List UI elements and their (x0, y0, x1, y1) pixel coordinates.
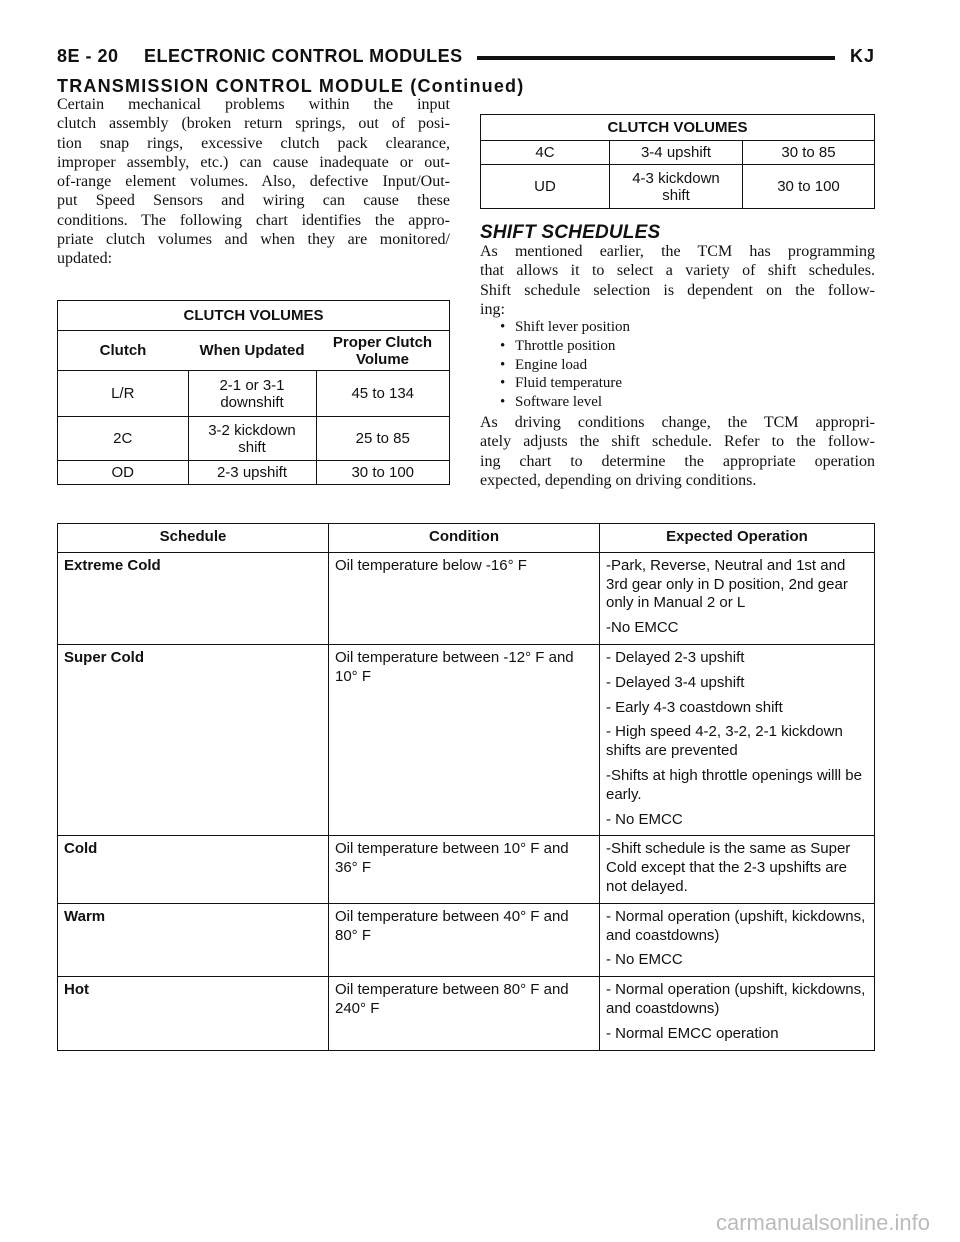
operation-line: - Normal operation (upshift, kickdowns, and coastdowns) (606, 907, 866, 944)
schedule-condition: Oil temperature between -12° F and 10° F (329, 644, 600, 835)
operation-line: - Early 4-3 coastdown shift (606, 698, 783, 716)
schedule-name: Super Cold (58, 644, 329, 835)
text-line: updated: (57, 250, 113, 268)
text-line: priate clutch volumes and when they are monitored/ (57, 231, 450, 249)
text-line: expected, depending on driving conditions. (480, 471, 757, 489)
shift-schedule-table (57, 523, 875, 1051)
text-line: ing chart to determine the appropriate operation (480, 452, 875, 470)
table-cell: OD (58, 461, 189, 485)
table-cell: 2C (58, 417, 189, 461)
list-item: • Shift lever position (500, 318, 630, 337)
schedule-condition: Oil temperature between 80° F and 240° F (329, 977, 600, 1050)
operation-line: -Shift schedule is the same as Super Cold except that the 2-3 upshifts are not delayed. (606, 840, 851, 895)
table-row (58, 644, 875, 835)
text-line: that allows it to select a variety of shift schedules. (480, 262, 875, 280)
column-header: Schedule (58, 524, 329, 553)
clutch-volumes-table-left (57, 300, 450, 485)
table-cell: 30 to 85 (743, 141, 875, 165)
table-cell: 45 to 134 (316, 371, 450, 417)
operation-line: -Park, Reverse, Neutral and 1st and 3rd gear only in D position, 2nd gear only in Manual 2 or L (606, 556, 848, 612)
text-line: improper assembly, etc.) can cause inadequate or out- (57, 153, 450, 171)
operation-line: - Normal EMCC operation (606, 1024, 779, 1042)
list-item: • Fluid temperature (500, 374, 630, 393)
list-item: • Throttle position (500, 337, 630, 356)
schedule-condition: Oil temperature between 40° F and 80° F (329, 903, 600, 976)
page-header (57, 38, 875, 68)
shift-intro-paragraph (480, 242, 875, 319)
column-header: Clutch (58, 331, 189, 371)
table-cell: 30 to 100 (316, 461, 450, 485)
operation-line: - Delayed 3-4 upshift (606, 673, 745, 691)
page-number: 8E - 20 (57, 46, 119, 66)
intro-paragraph (57, 95, 450, 269)
operation-line: - Delayed 2-3 upshift (606, 648, 745, 666)
expected-operation (600, 644, 875, 835)
table-cell: 25 to 85 (316, 417, 450, 461)
table-cell: 30 to 100 (743, 165, 875, 209)
watermark: carmanualsonline.info (715, 1210, 930, 1235)
text-line: of-range element volumes. Also, defective Input/Out- (57, 173, 450, 191)
list-item: • Software level (500, 393, 630, 412)
text-line: clutch assembly (broken return springs, out of posi- (57, 115, 450, 133)
table-cell: 4C (481, 141, 610, 165)
column-header: Proper Clutch Volume (316, 331, 450, 371)
operation-line: - No EMCC (606, 810, 683, 828)
text-line: conditions. The following chart identifies the appro- (57, 211, 450, 229)
text-line: ately adjusts the shift schedule. Refer to the follow- (480, 433, 875, 451)
shift-factor-list (500, 318, 630, 412)
continued-title: TRANSMISSION CONTROL MODULE (Continued) (57, 76, 525, 96)
text-line: As mentioned earlier, the TCM has programming (480, 243, 875, 260)
operation-line: -Shifts at high throttle openings willl be early. (606, 766, 862, 803)
text-line: tion snap rings, excessive clutch pack clearance, (57, 134, 450, 152)
shift-outro-paragraph (480, 413, 875, 490)
schedule-name: Cold (58, 836, 329, 903)
schedule-condition: Oil temperature between 10° F and 36° F (329, 836, 600, 903)
schedule-condition: Oil temperature below -16° F (329, 552, 600, 644)
schedule-name: Extreme Cold (58, 552, 329, 644)
shift-schedules-heading: SHIFT SCHEDULES (480, 222, 661, 243)
table-row (58, 552, 875, 644)
text-line: put Speed Sensors and wiring can cause these (57, 192, 450, 210)
table-title: CLUTCH VOLUMES (58, 301, 450, 331)
operation-line: -No EMCC (606, 619, 679, 637)
operation-line: - High speed 4-2, 3-2, 2-1 kickdown shifts are prevented (606, 723, 843, 760)
text-line: ing: (480, 300, 505, 318)
text-line: Certain mechanical problems within the input (57, 96, 450, 113)
column-header: Expected Operation (600, 524, 875, 553)
table-cell: 2-1 or 3-1 downshift (188, 371, 316, 417)
section-title: ELECTRONIC CONTROL MODULES (144, 46, 463, 66)
table-cell: UD (481, 165, 610, 209)
expected-operation (600, 552, 875, 644)
table-row (58, 836, 875, 903)
header-rule (477, 56, 835, 60)
schedule-name: Warm (58, 903, 329, 976)
clutch-volumes-table-right (480, 114, 875, 209)
expected-operation (600, 977, 875, 1050)
operation-line: - No EMCC (606, 951, 683, 969)
column-header: Condition (329, 524, 600, 553)
table-row (58, 903, 875, 976)
list-item: • Engine load (500, 356, 630, 375)
table-cell: 3-2 kickdown shift (188, 417, 316, 461)
model-code: KJ (849, 46, 875, 66)
expected-operation (600, 903, 875, 976)
schedule-name: Hot (58, 977, 329, 1050)
table-cell: 2-3 upshift (188, 461, 316, 485)
operation-line: - Normal operation (upshift, kickdowns, and coastdowns) (606, 981, 866, 1017)
table-row (58, 977, 875, 1050)
text-line: As driving conditions change, the TCM appropri- (480, 414, 875, 431)
column-header: When Updated (199, 342, 305, 359)
table-cell: 4-3 kickdown shift (610, 165, 743, 209)
text-line: Shift schedule selection is dependent on the follow- (480, 281, 875, 299)
expected-operation (600, 836, 875, 903)
table-cell: 3-4 upshift (610, 141, 743, 165)
table-cell: L/R (58, 371, 189, 417)
table-title: CLUTCH VOLUMES (481, 115, 875, 141)
